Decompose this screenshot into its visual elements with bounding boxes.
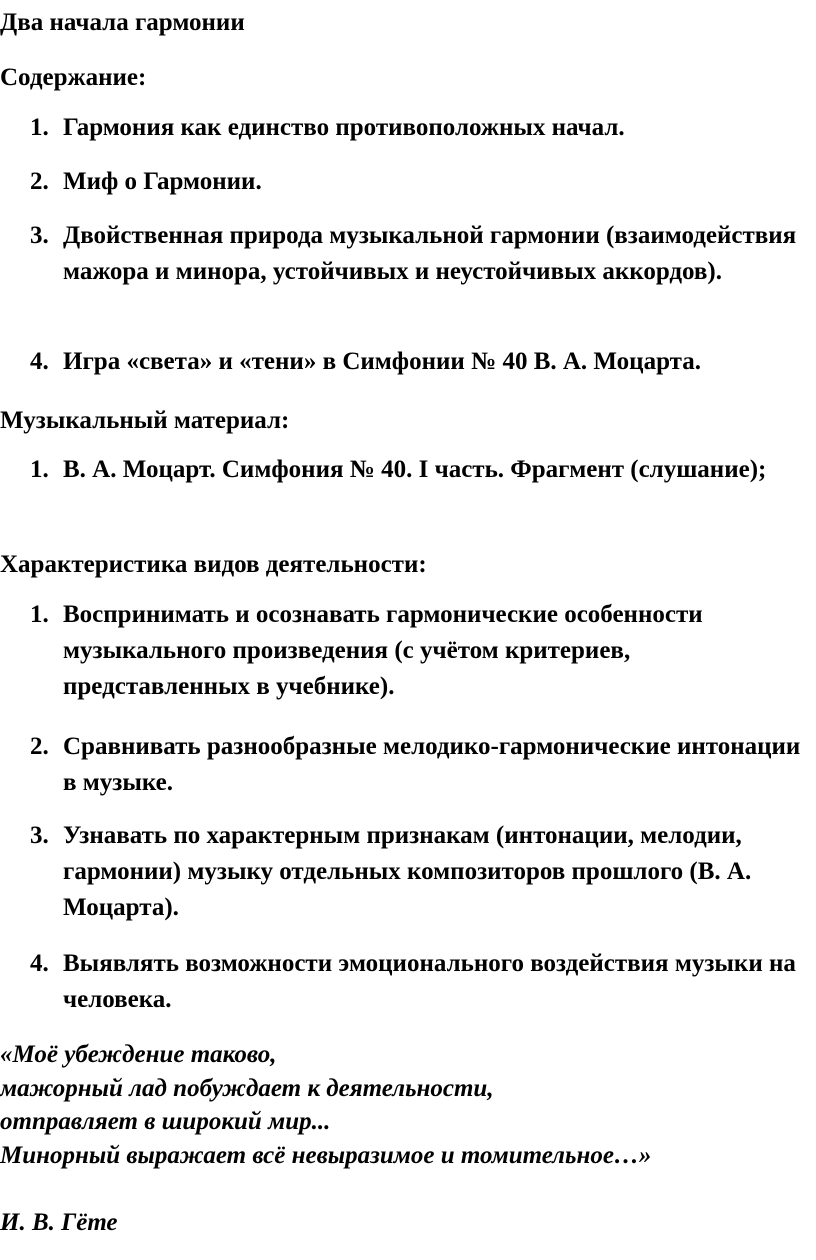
list-item-number: 3. (30, 822, 49, 849)
list-item-number: 1. (30, 601, 49, 628)
activities-heading: Характеристика видов деятельности: (0, 551, 427, 578)
list-item-number: 2. (30, 733, 49, 760)
list-item-text: Двойственная природа музыкальной гармонии (взаимодействия мажора и минора, устойчивых и неустойчивых аккордов). (63, 222, 797, 285)
contents-heading: Содержание: (0, 64, 147, 91)
quote-line: Минорный выражает всё невыразимое и томительное…» (0, 1141, 652, 1169)
quote-line: отправляет в широкий мир... (0, 1108, 331, 1135)
list-item-text: Сравнивать разнообразные мелодико-гармонические интонации в музыке. (63, 733, 801, 796)
document-title: Два начала гармонии (0, 9, 245, 36)
material-heading: Музыкальный материал: (0, 407, 290, 434)
epigraph-quote (0, 1038, 651, 1172)
list-item-text: В. А. Моцарт. Симфония № 40. I часть. Фрагмент (слушание); (63, 456, 767, 483)
list-item-text: Выявлять возможности эмоционального воздействия музыки на человека. (63, 950, 796, 1013)
list-item-text: Миф о Гармонии. (63, 168, 262, 195)
list-item-text: Воспринимать и осознавать гармонические особенности музыкального произведения (с учётом критериев, представленных в учебнике). (63, 601, 703, 700)
list-item-number: 1. (30, 456, 49, 483)
list-item-text: Узнавать по характерным признакам (интонации, мелодии, гармонии) музыку отдельных композиторов прошлого (В. А. Моцарта). (63, 822, 752, 921)
list-item-number: 4. (30, 950, 49, 977)
list-item-number: 3. (30, 222, 49, 249)
list-item-number: 1. (30, 114, 49, 141)
quote-author: И. В. Гёте (0, 1209, 118, 1236)
list-item-text: Гармония как единство противоположных начал. (63, 114, 625, 141)
list-item-number: 2. (30, 168, 49, 195)
quote-line: «Моё убеждение таково, (0, 1041, 277, 1068)
quote-line: мажорный лад побуждает к деятельности, (0, 1074, 494, 1102)
list-item-number: 4. (30, 348, 49, 375)
list-item-text: Игра «света» и «тени» в Симфонии № 40 В. А. Моцарта. (63, 348, 702, 375)
